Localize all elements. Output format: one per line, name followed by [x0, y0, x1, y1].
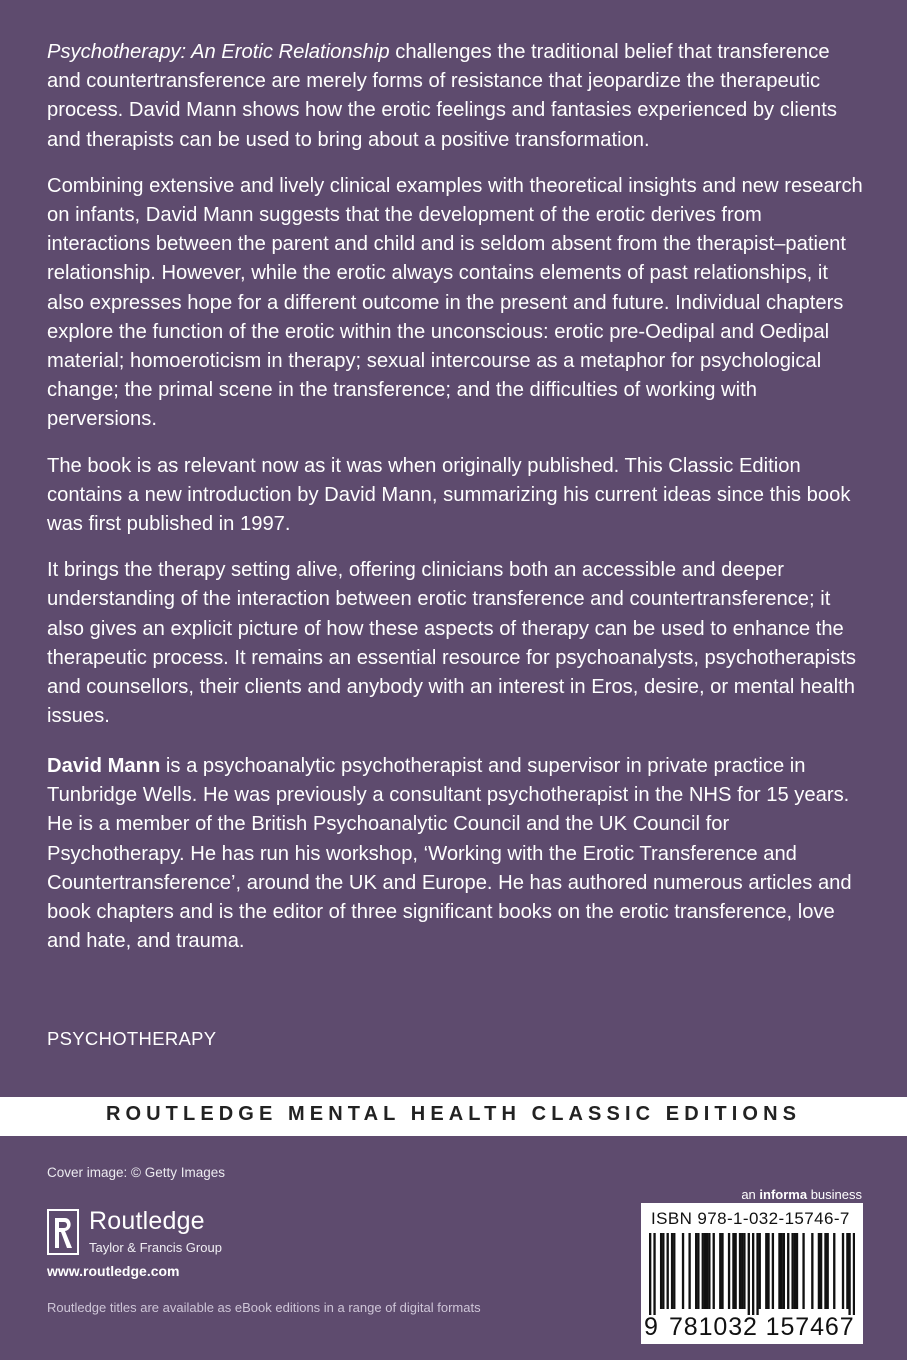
author-name: David Mann [47, 755, 161, 777]
barcode-bar [791, 1233, 793, 1309]
blurb-paragraph-1-text: challenges the traditional belief that transference and countertransference are merely forms of resistance that jeopardize the therapeutic process. David Mann shows how the erotic feelings and fantasies experienced by clients and therapists can be used to bring about a positive transformation. [47, 41, 837, 151]
barcode-bar [719, 1233, 721, 1309]
barcode-bar [741, 1233, 743, 1309]
barcode-bar [649, 1233, 651, 1315]
barcode-bar [697, 1233, 699, 1309]
barcode-bar [787, 1233, 789, 1309]
barcode-bar [765, 1233, 767, 1309]
barcode-bar [739, 1233, 741, 1309]
barcode-digits: 781032 157467 [669, 1313, 855, 1341]
barcode-bar [842, 1233, 844, 1309]
barcode-bar [820, 1233, 822, 1309]
barcode-bar [846, 1233, 848, 1309]
series-title: ROUTLEDGE MENTAL HEALTH CLASSIC EDITIONS [105, 1103, 802, 1125]
barcode-bar [827, 1233, 829, 1309]
barcode-bar [802, 1233, 804, 1309]
barcode-bar [713, 1233, 715, 1309]
barcode-bar [748, 1233, 750, 1315]
barcode-bar [811, 1233, 813, 1309]
barcode-bar [734, 1233, 736, 1309]
barcode-bar [759, 1233, 761, 1309]
publisher-group: Taylor & Francis Group [89, 1240, 222, 1255]
informa-brand: informa [759, 1187, 808, 1202]
barcode-bar [778, 1233, 780, 1309]
barcode-bar [671, 1233, 673, 1309]
blurb-paragraph-4: It brings the therapy setting alive, offering clinicians both an accessible and deeper understanding of the interaction between erotic transference and countertransference; it also gives an explicit picture of how these aspects of therapy can be used to enhance the therapeutic process. It remains an essential resource for psychoanalysts, psychotherapists and counsellors, their clients and anybody with an interest in Eros, desire, or mental health issues. [47, 559, 857, 728]
author-bio-text: is a psychoanalytic psychotherapist and supervisor in private practice in Tunbridge Wells. He was previously a consultant psychotherapist in the NHS for 15 years. He is a member of the British Psychoanalytic Council and the UK Council for Psychotherapy. He has run his workshop, ‘Working with the Erotic Transference and Countertransference’, around the UK and Europe. He has authored numerous articles and book chapters and is the editor of three significant books on the erotic transference, love and hate, and trauma. [47, 755, 852, 953]
barcode-bar [796, 1233, 798, 1309]
blurb-paragraph-2: Combining extensive and lively clinical examples with theoretical insights and new research on infants, David Mann suggests that the development of the erotic derives from interactions between the parent and child and is seldom absent from the therapist–patient relationship. However, while the erotic always contains elements of past relationships, it also expresses hope for a different outcome in the present and future. Individual chapters explore the function of the erotic within the unconscious: erotic pre-Oedipal and Oedipal material; homoeroticism in therapy; sexual intercourse as a metaphor for psychological change; the primal scene in the transference; and the difficulties of working with perversions. [47, 174, 863, 431]
barcode-bar [833, 1233, 835, 1309]
barcode-bar [853, 1233, 855, 1315]
barcode-bar [704, 1233, 706, 1309]
barcode-bar [732, 1233, 734, 1309]
informa-business-label [741, 1187, 862, 1202]
book-title: Psychotherapy: An Erotic Relationship [47, 41, 390, 63]
barcode-lead-digit: 9 [644, 1313, 658, 1341]
barcode-bars [649, 1233, 855, 1315]
barcode-bar [752, 1233, 754, 1315]
barcode-bar [673, 1233, 675, 1309]
barcode-bar [695, 1233, 697, 1309]
author-bio [47, 752, 867, 956]
back-cover-blurb [47, 38, 867, 748]
barcode-bar [682, 1233, 684, 1309]
barcode-bar [688, 1233, 690, 1309]
barcode-bar [794, 1233, 796, 1309]
cover-image-credit: Cover image: © Getty Images [47, 1165, 226, 1180]
publisher-url[interactable]: www.routledge.com [47, 1263, 180, 1279]
barcode-bar [780, 1233, 782, 1309]
barcode-bar [706, 1233, 708, 1309]
informa-suffix: business [807, 1187, 862, 1202]
ebook-note: Routledge titles are available as eBook editions in a range of digital formats [47, 1300, 481, 1315]
blurb-paragraph-3: The book is as relevant now as it was when originally published. This Classic Edition contains a new introduction by David Mann, summarizing his current ideas since this book was first published in 1997. [47, 454, 851, 536]
barcode-bar [824, 1233, 826, 1309]
barcode-bar [667, 1233, 669, 1309]
publisher-name: Routledge [89, 1207, 205, 1235]
subject-category: PSYCHOTHERAPY [47, 1028, 217, 1049]
isbn-text: ISBN 978-1-032-15746-7 [651, 1209, 850, 1228]
blurb-paragraph-1 [47, 38, 867, 155]
barcode-bar [653, 1233, 655, 1315]
barcode-bar [818, 1233, 820, 1309]
barcode-bar [708, 1233, 710, 1309]
barcode-bar [772, 1233, 774, 1309]
barcode-bar [721, 1233, 723, 1309]
barcode-bar [767, 1233, 769, 1309]
isbn-barcode [641, 1203, 863, 1344]
barcode-bar [848, 1233, 850, 1315]
barcode-bar [660, 1233, 662, 1309]
barcode-bar [662, 1233, 664, 1309]
routledge-logo-icon [46, 1208, 80, 1256]
barcode-bar [783, 1233, 785, 1309]
barcode-bar [702, 1233, 704, 1309]
barcode-bar [743, 1233, 745, 1309]
informa-prefix: an [741, 1187, 760, 1202]
barcode-bar [756, 1233, 758, 1315]
barcode-bar [728, 1233, 730, 1309]
